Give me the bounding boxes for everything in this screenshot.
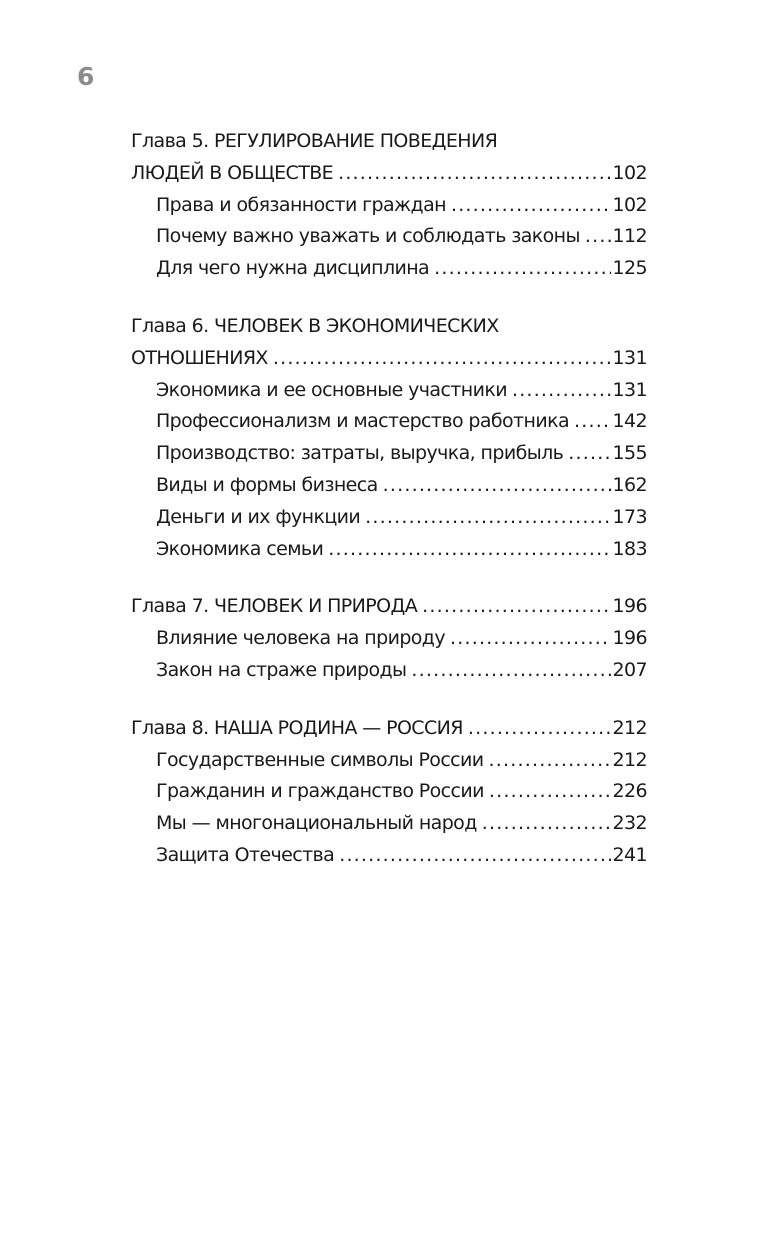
dot-leader	[450, 623, 611, 655]
entry-title: Экономика семьи	[156, 537, 324, 560]
entry-title: Почему важно уважать и соблюдать законы	[156, 225, 580, 248]
dot-leader	[434, 253, 610, 285]
dot-leader	[383, 470, 611, 502]
chapter-5	[131, 126, 647, 285]
entry-title: Права и обязанности граждан	[156, 193, 446, 216]
toc-entry	[131, 655, 647, 687]
toc-entry	[131, 840, 647, 872]
entry-title: Профессионализм и мастерство работника	[156, 410, 570, 433]
dot-leader	[339, 840, 610, 872]
toc-entry	[131, 406, 647, 438]
entry-page: 207	[612, 658, 647, 681]
toc-entry	[131, 776, 647, 808]
toc-entry	[131, 502, 647, 534]
entry-page: 102	[612, 193, 647, 216]
entry-title: Производство: затраты, выручка, прибыль	[156, 442, 564, 465]
toc-entry	[131, 808, 647, 840]
toc-entry	[131, 253, 647, 285]
toc-entry	[131, 623, 647, 655]
entry-page: 226	[612, 780, 647, 803]
entry-title: Гражданин и гражданство России	[156, 780, 484, 803]
chapter-heading-line	[131, 126, 647, 158]
chapter-page: 212	[612, 716, 647, 739]
chapter-6	[131, 311, 647, 565]
toc-entry	[131, 190, 647, 222]
dot-leader	[422, 591, 610, 623]
page-number: 6	[77, 62, 95, 91]
entry-page: 125	[612, 257, 647, 280]
entry-page: 173	[612, 505, 647, 528]
chapter-8	[131, 713, 647, 872]
entry-title: Деньги и их функции	[156, 505, 361, 528]
dot-leader	[512, 375, 611, 407]
entry-page: 196	[612, 627, 647, 650]
chapter-title: Глава 6. ЧЕЛОВЕК В ЭКОНОМИЧЕСКИХ	[131, 314, 499, 337]
entry-title: Виды и формы бизнеса	[156, 473, 378, 496]
entry-page: 241	[612, 843, 647, 866]
dot-leader	[365, 502, 610, 534]
entry-title: Защита Отечества	[156, 843, 335, 866]
toc-entry	[131, 438, 647, 470]
entry-page: 183	[612, 537, 647, 560]
chapter-title: Глава 5. РЕГУЛИРОВАНИЕ ПОВЕДЕНИЯ	[131, 130, 498, 152]
dot-leader	[574, 406, 611, 438]
entry-page: 162	[612, 473, 647, 496]
entry-title: Государственные символы России	[156, 748, 484, 771]
entry-page: 232	[612, 812, 647, 835]
chapter-page: 102	[612, 161, 647, 184]
entry-title: Для чего нужна дисциплина	[156, 257, 430, 280]
toc-entry	[131, 221, 647, 253]
dot-leader	[489, 776, 611, 808]
toc-entry	[131, 470, 647, 502]
dot-leader	[411, 655, 610, 687]
entry-page: 155	[612, 442, 647, 465]
table-of-contents	[131, 126, 647, 898]
dot-leader	[338, 158, 610, 190]
chapter-title: Глава 8. НАША РОДИНА — РОССИЯ	[131, 716, 463, 739]
dot-leader	[451, 190, 611, 222]
dot-leader	[568, 438, 610, 470]
dot-leader	[482, 808, 611, 840]
entry-page: 212	[612, 748, 647, 771]
chapter-title: ЛЮДЕЙ В ОБЩЕСТВЕ	[131, 161, 334, 184]
toc-entry	[131, 534, 647, 566]
entry-page: 112	[612, 225, 647, 248]
entry-title: Закон на страже природы	[156, 658, 407, 681]
dot-leader	[273, 343, 611, 375]
entry-title: Влияние человека на природу	[156, 627, 445, 650]
chapter-heading-line	[131, 713, 647, 745]
chapter-page: 131	[612, 346, 647, 369]
chapter-page: 196	[612, 595, 647, 618]
entry-title: Экономика и ее основные участники	[156, 378, 507, 401]
chapter-heading-line	[131, 343, 647, 375]
entry-page: 142	[612, 410, 647, 433]
dot-leader	[468, 713, 611, 745]
chapter-heading-line	[131, 591, 647, 623]
chapter-heading-line	[131, 158, 647, 190]
dot-leader	[328, 534, 610, 566]
toc-entry	[131, 745, 647, 777]
dot-leader	[489, 745, 611, 777]
chapter-title: ОТНОШЕНИЯХ	[131, 346, 268, 369]
dot-leader	[585, 221, 611, 253]
chapter-heading-line	[131, 311, 647, 343]
entry-page: 131	[612, 378, 647, 401]
entry-title: Мы — многонациональный народ	[156, 812, 477, 835]
chapter-7	[131, 591, 647, 686]
toc-entry	[131, 375, 647, 407]
chapter-title: Глава 7. ЧЕЛОВЕК И ПРИРОДА	[131, 595, 418, 618]
